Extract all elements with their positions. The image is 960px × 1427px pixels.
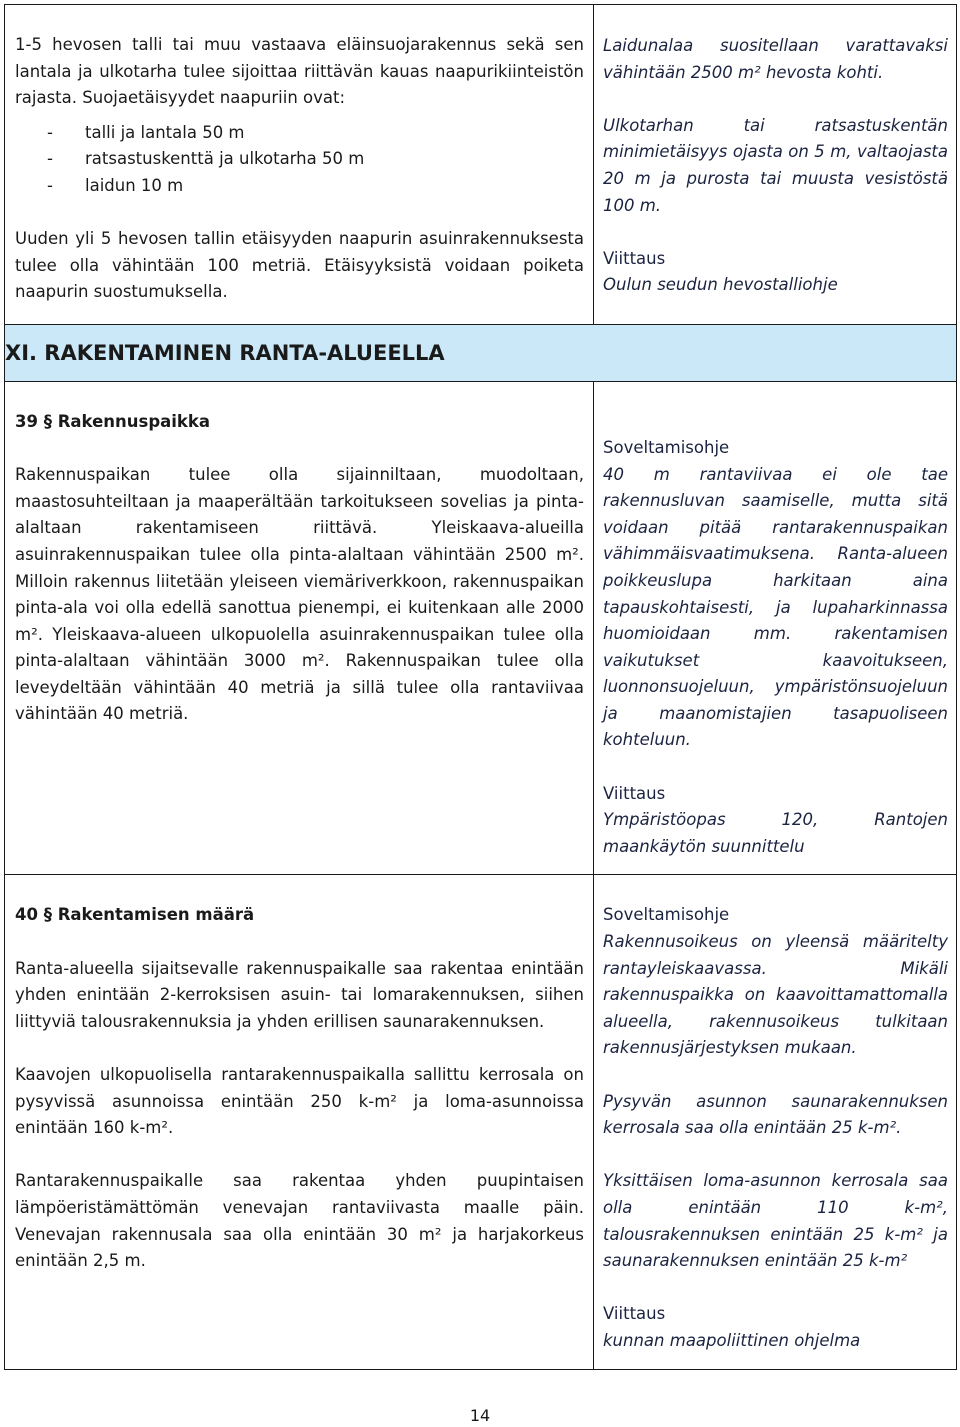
pasture-recommendation: Laidunalaa suositellaan varattavaksi vähintään 2500 m² hevosta kohti.	[603, 36, 948, 82]
reference-label: Viittaus	[603, 1304, 666, 1324]
guidance-cell	[594, 5, 957, 325]
reference-label: Viittaus	[603, 248, 666, 268]
reference-text: Oulun seudun hevostalliohje	[603, 275, 838, 295]
rule-cell	[5, 381, 594, 875]
guidance-label: Soveltamisohje	[603, 437, 730, 457]
distance-list-item: - laidun 10 m	[47, 175, 184, 195]
building-site-rule: Rakennuspaikan tulee olla sijainniltaan, muodoltaan, maastosuhteiltaan ja maaperältään tarkoitukseen sovelias ja pinta-alaltaan rakentamiseen riittävä. Yleiskaava-alueilla asuinrakennuspaikan tulee olla pinta-alaltaan vähintään 2500 m². Milloin rakennus liitetään yleiseen viemäriverkkoon, rakennuspaikan pinta-ala voi olla edellä sanottua pienempi, ei kuitenkaan alle 2000 m². Yleiskaava-alueen ulkopuolella asuinrakennuspaikan tulee olla pinta-alaltaan vähintään 3000 m². Rakennuspaikan tulee olla leveydeltään vähintään 40 metriä ja sillä tulee olla rantaviivaa vähintään 40 metriä.	[15, 465, 584, 724]
guidance-label: Soveltamisohje	[603, 905, 730, 925]
guidance-cell	[594, 381, 957, 875]
guidance-cell	[594, 875, 957, 1369]
boathouse-paragraph: Rantarakennuspaikalle saa rakentaa yhden puupintaisen lämpöeristämättömän venevajan rantaviivasta maalle päin. Venevajan rakennusala saa olla enintään 30 m² ja harjakorkeus enintään 2,5 m.	[15, 1171, 584, 1271]
guidance-text: Rakennusoikeus on yleensä määritelty rantayleiskaavassa. Mikäli rakennuspaikka on kaavoittamattomalla alueella, rakennusoikeus tulkitaan rakennusjärjestyksen mukaan.	[603, 932, 948, 1058]
section-heading: 40 § Rakentamisen määrä	[15, 905, 255, 925]
section-header-row	[5, 324, 957, 381]
building-amount-paragraph: Ranta-alueella sijaitsevalle rakennuspaikalle saa rakentaa enintään yhden enintään 2-kerroksisen asuin- tai lomarakennuksen, siihen liittyviä talousrakennuksia ja yhden erillisen saunarakennuksen.	[15, 958, 584, 1031]
stable-distance-paragraph: 1-5 hevosen talli tai muu vastaava eläinsuojarakennus sekä sen lantala ja ulkotarha tulee sijoittaa riittävän kauas naapurikiinteistön rajasta. Suojaetäisyydet naapuriin ovat:	[15, 35, 584, 108]
reference-text: kunnan maapoliittinen ohjelma	[603, 1330, 861, 1350]
rule-cell	[5, 5, 594, 325]
holiday-home-area-text: Yksittäisen loma-asunnon kerrosala saa olla enintään 110 k-m², talousrakennuksen enintään 25 k-m² ja saunarakennuksen enintään 25 k-m²	[603, 1171, 948, 1271]
guidance-text: 40 m rantaviivaa ei ole tae rakennusluvan saamiselle, mutta sitä voidaan pitää rantarakennuspaikan vähimmäisvaatimuksena. Ranta-alueen poikkeuslupa harkitaan aina tapauskohtaisesti, ja lupaharkinnassa huomioidaan mm. rakentamisen vaikutukset kaavoitukseen, luonnonsuojeluun, ympäristönsuojeluun ja maanomistajien tasapuoliseen kohteluun.	[603, 464, 948, 750]
distance-list-item: - ratsastuskenttä ja ulkotarha 50 m	[47, 149, 365, 169]
row-section-39	[5, 381, 957, 875]
distance-list-item: - talli ja lantala 50 m	[47, 122, 245, 142]
row-horse-stables	[5, 5, 957, 325]
sauna-area-text: Pysyvän asunnon saunarakennuksen kerrosala saa olla enintään 25 k-m².	[603, 1091, 948, 1138]
page-number: 14	[469, 1406, 491, 1425]
reference-text: Ympäristöopas 120, Rantojen maankäytön suunnittelu	[603, 810, 948, 856]
floor-area-paragraph: Kaavojen ulkopuolisella rantarakennuspaikalla sallittu kerrosala on pysyvissä asunnoissa enintään 250 k-m² ja loma-asunnoissa enintään 160 k-m².	[15, 1065, 584, 1138]
large-stable-paragraph: Uuden yli 5 hevosen tallin etäisyyden naapurin asuinrakennuksesta tulee olla vähintään 100 metriä. Etäisyyksistä voidaan poiketa naapurin suostumuksella.	[15, 229, 584, 302]
section-heading: 39 § Rakennuspaikka	[15, 411, 211, 431]
row-section-40	[5, 875, 957, 1369]
regulation-table	[4, 4, 957, 1370]
ditch-distance-text: Ulkotarhan tai ratsastuskentän minimietäisyys ojasta on 5 m, valtaojasta 20 m ja purosta tai muusta vesistöstä 100 m.	[603, 115, 948, 215]
document-page	[4, 4, 956, 1370]
reference-label: Viittaus	[603, 783, 666, 803]
section-title: XI. RAKENTAMINEN RANTA-ALUEELLA	[5, 324, 957, 381]
rule-cell	[5, 875, 594, 1369]
